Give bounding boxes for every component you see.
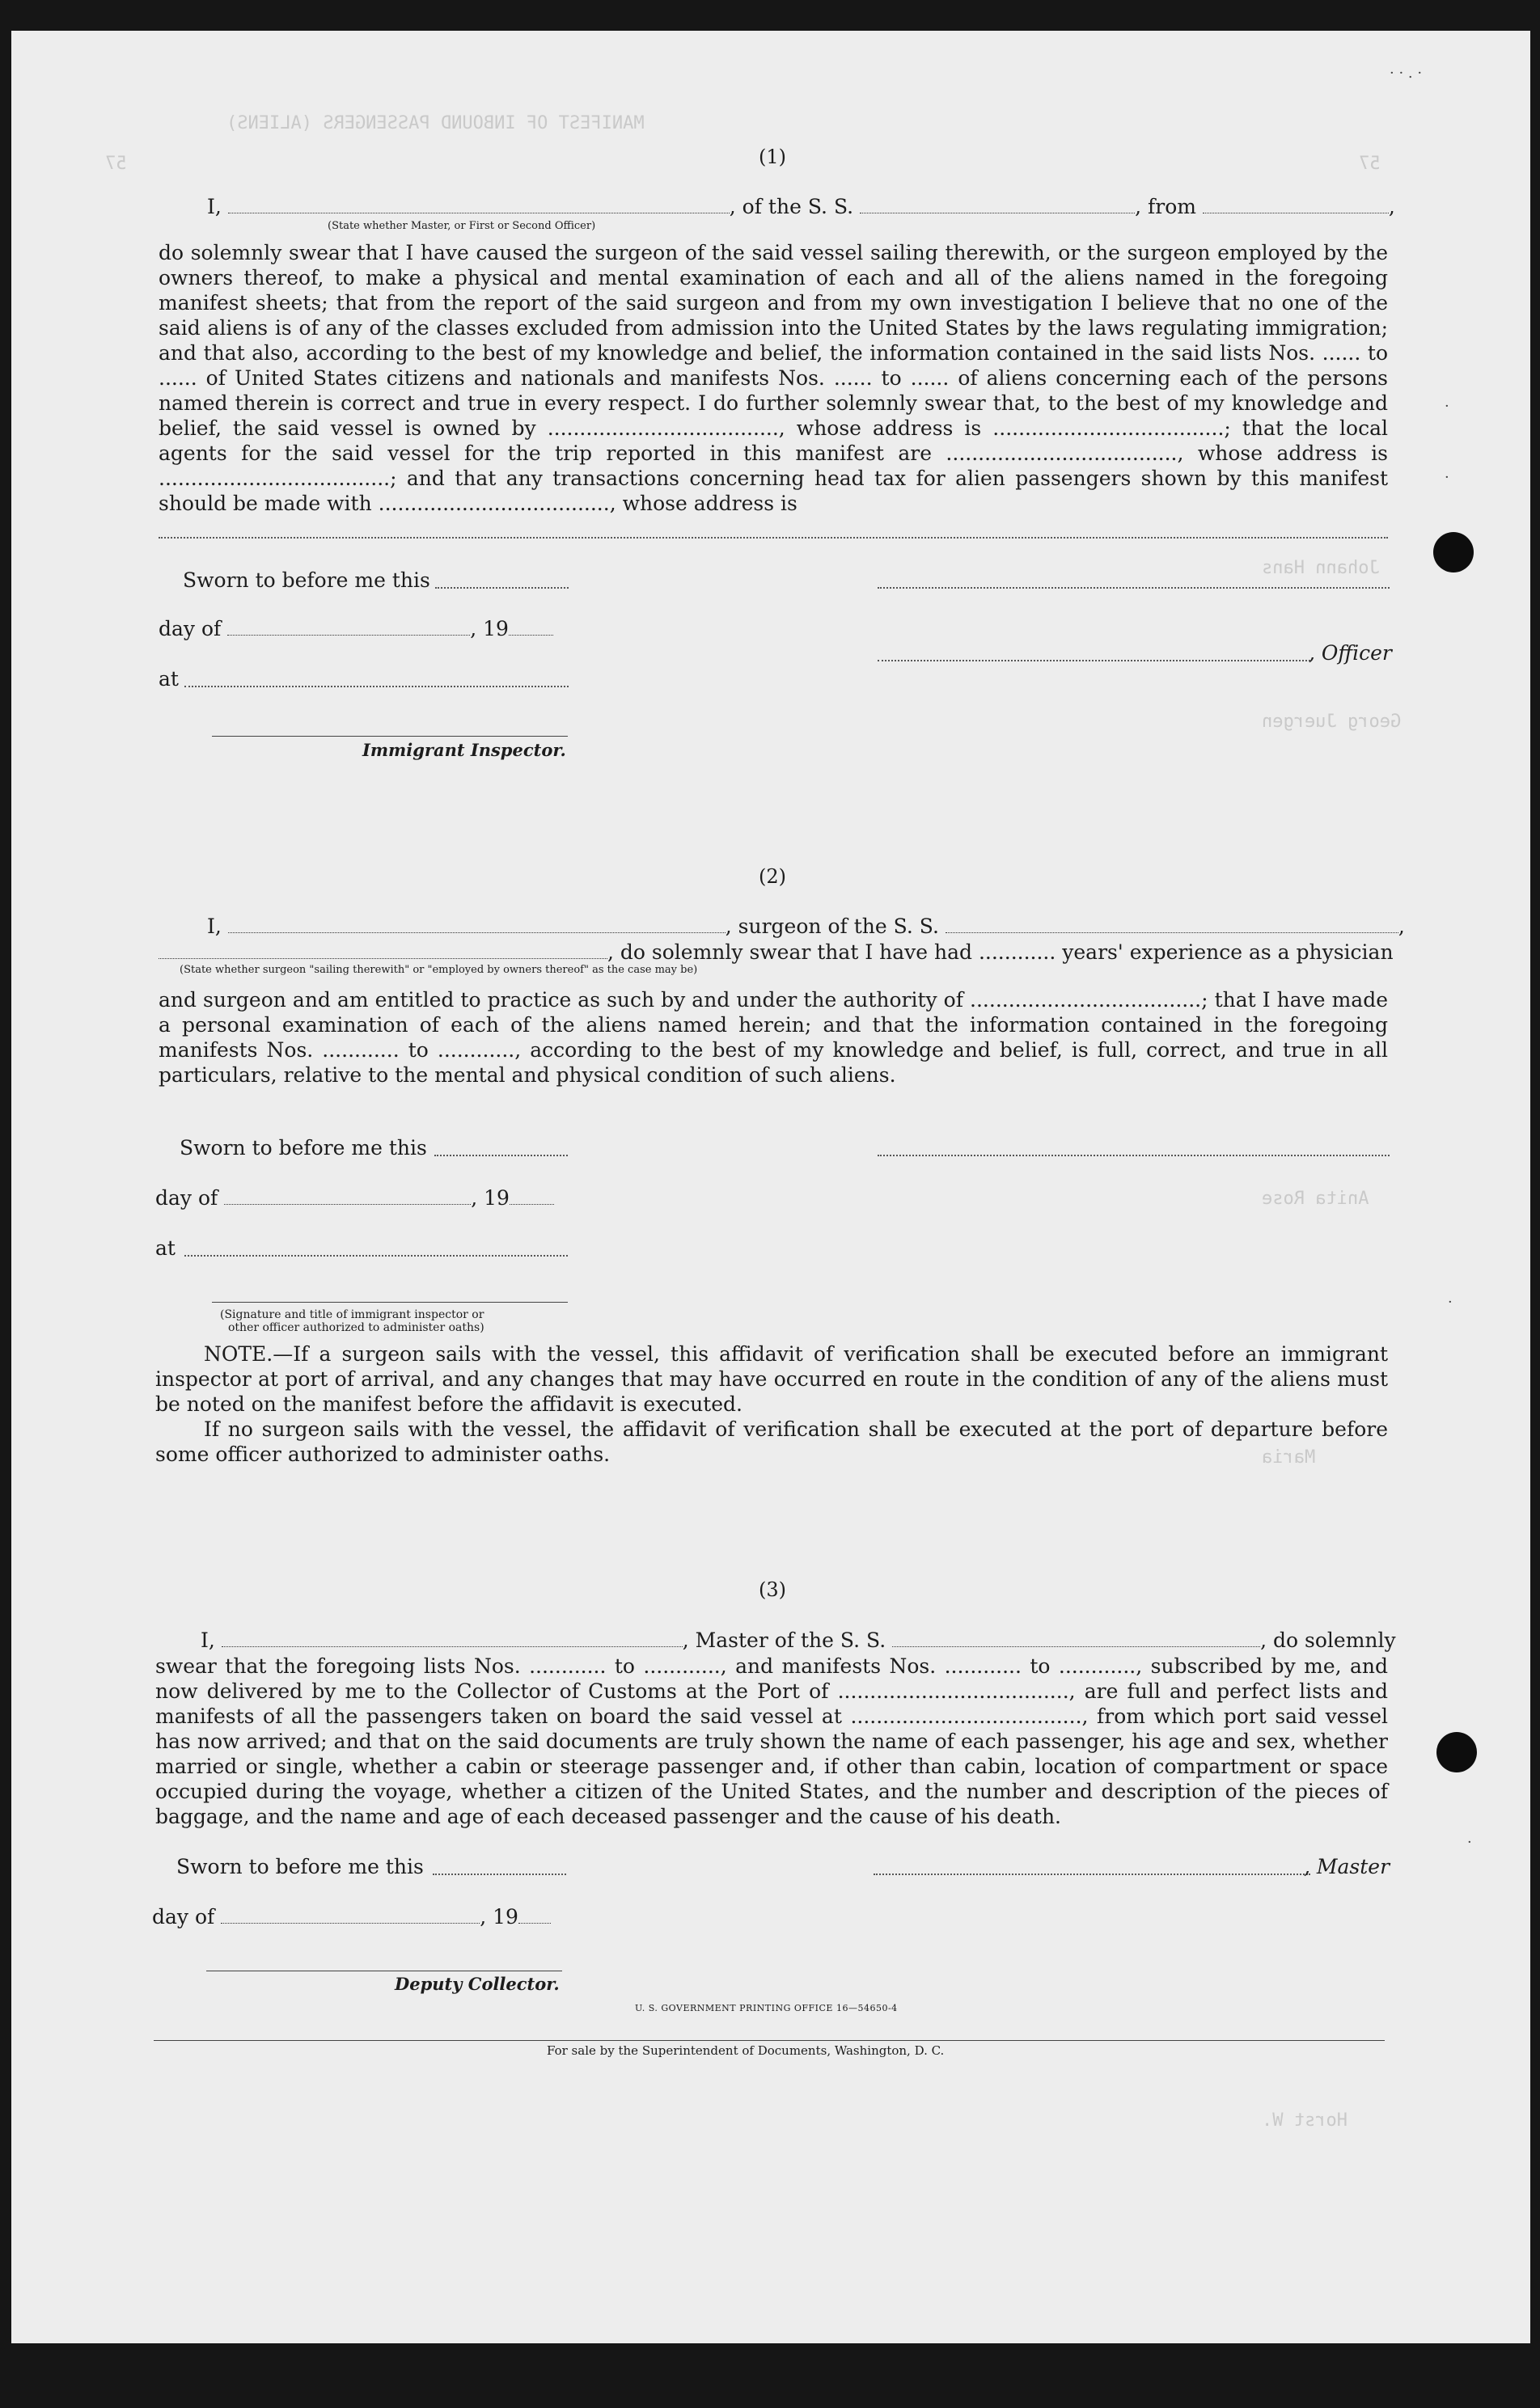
oath-paragraph: and surgeon and am entitled to practice as such by and under the authority of ....................................; that I have made a personal examination of each of the aliens named herein; and that the information contained in the foregoing manifests Nos. ............ to ............, according to the best of my knowledge and belief, is full, correct, and true in all particulars, relative to the mental and physical condition of such aliens. [159, 988, 1388, 1087]
officer-label: , Officer [1309, 641, 1392, 665]
day-label [152, 1904, 551, 1930]
text: day of [155, 1186, 218, 1210]
field-caption: (State whether Master, or First or Second Officer) [328, 220, 596, 232]
speck: · [1448, 1294, 1453, 1311]
signature-line [212, 736, 568, 737]
text: , 19 [471, 1186, 510, 1210]
text: , do solemnly [1260, 1629, 1396, 1652]
sworn-label: Sworn to before me this [180, 1136, 427, 1160]
blank-field [509, 619, 553, 636]
blank-field [228, 916, 726, 933]
note-paragraph: If no surgeon sails with the vessel, the affidavit of verification shall be executed at the port of departure before some officer authorized to administer oaths. [155, 1417, 1388, 1466]
text: , do solemnly swear that I have had ............ years' experience as a physician [607, 940, 1394, 964]
text: , surgeon of the S. S. [725, 915, 939, 938]
blank-field [892, 1630, 1260, 1647]
blank-field [227, 619, 470, 636]
note-paragraph: NOTE.—If a surgeon sails with the vessel, this affidavit of verification shall be executed before an immigrant inspector at port of arrival, and any changes that may have occurred en route in the condition of any of the aliens must be noted on the manifest before the affidavit is executed. [155, 1342, 1388, 1416]
signature-line [874, 1874, 1310, 1875]
binder-hole [1436, 1732, 1477, 1772]
blank-field [510, 1188, 554, 1205]
text: I, [207, 915, 222, 938]
blank-field [184, 686, 569, 687]
signature-line [878, 587, 1390, 589]
blank-field [860, 196, 1135, 213]
blank-field [433, 1874, 566, 1875]
speck: · [1445, 469, 1449, 486]
signature-caption: (Signature and title of immigrant inspector or [220, 1308, 484, 1321]
text: , 19 [480, 1905, 518, 1929]
field-caption: (State whether surgeon "sailing therewith" or "employed by owners thereof" as the case may be) [180, 964, 698, 976]
oath-line [201, 1628, 1396, 1654]
text: day of [152, 1905, 215, 1929]
blank-field [159, 942, 607, 959]
oath-line: I, , of the S. S. , from , [207, 195, 1395, 218]
text: I, [207, 195, 222, 218]
footer-rule [154, 2040, 1385, 2041]
blank-field [228, 196, 730, 213]
blank-field [435, 587, 569, 589]
oath-paragraph: swear that the foregoing lists Nos. ............ to ............, and manifests Nos. ............ to ............, subscribed by me, and now delivered by me to the Collector of Customs at the Port of ...................................., are full and perfect lists and manifests of all the passengers taken on board the said vessel at ...................................., from which port said vessel has now arrived; and that on the said documents are truly shown the name of each passenger, his age and sex, whether married or single, whether a cabin or steerage passenger and, if other than cabin, location of compartment or space occupied during the voyage, whether a citizen of the United States, and the number and description of the pieces of baggage, and the name and age of each deceased passenger and the cause of his death. [155, 1654, 1388, 1828]
oath-paragraph: do solemnly swear that I have caused the surgeon of the said vessel sailing therewith, or the surgeon employed by the owners thereof, to make a physical and mental examination of each and all of the aliens named in the foregoing manifest sheets; that from the report of the said surgeon and from my own investigation I believe that no one of the said aliens is of any of the classes excluded from admission into the United States by the laws regulating immigration; and that also, according to the best of my knowledge and belief, the information contained in the said lists Nos. ...... to ...... of United States citizens and nationals and manifests Nos. ...... to ...... of aliens concerning each of the persons named therein is correct and true in every respect. I do further solemnly swear that, to the best of my knowledge and belief, the said vessel is owned by ...................................., whose address is ....................................; that the local agents for the said vessel for the trip reported in this manifest are ...................................., whose address is ....................................; and that any transactions concerning head tax for alien passengers shown by this manifest should be made with ...................................., whose address is [159, 241, 1388, 515]
section-number: (3) [759, 1578, 786, 1601]
blank-field [159, 537, 1388, 539]
oath-line: I, , surgeon of the S. S. , [207, 915, 1405, 938]
signature-line [212, 1302, 568, 1303]
sale-notice: For sale by the Superintendent of Documents, Washington, D. C. [547, 2043, 945, 2058]
text: day of [159, 617, 222, 640]
blank-field [946, 916, 1398, 933]
blank-field [518, 1907, 551, 1924]
binder-hole [1433, 532, 1474, 572]
blank-field [222, 1630, 683, 1647]
section-number: (1) [759, 146, 786, 168]
text: , 19 [470, 617, 509, 640]
inspector-label: Immigrant Inspector. [362, 740, 566, 760]
blank-field [184, 1255, 568, 1257]
speck: · [1467, 1834, 1472, 1851]
at-label: at [155, 1236, 176, 1260]
speck: · [1445, 398, 1449, 415]
sworn-label: Sworn to before me this [176, 1855, 424, 1878]
blank-field [224, 1188, 471, 1205]
master-label: , Master [1304, 1855, 1390, 1878]
speck: · · . · [1390, 65, 1423, 82]
text: , Master of the S. S. [682, 1629, 886, 1652]
day-label [155, 1185, 554, 1211]
bleed-through-text: MANIFEST OF INBOUND PASSENGERS (ALIENS) 57 57 Johann Hans Georg Juergen Anita Rose Maria Horst W. [105, 113, 1402, 2131]
signature-line [878, 660, 1310, 661]
oath-line [159, 940, 1394, 965]
text: , from [1135, 195, 1196, 218]
day-label [159, 616, 553, 642]
signature-caption: other officer authorized to administer oaths) [228, 1321, 484, 1334]
sworn-label: Sworn to before me this [183, 568, 430, 592]
printing-office: U. S. GOVERNMENT PRINTING OFFICE 16—54650-4 [635, 2003, 898, 2013]
section-number: (2) [759, 865, 786, 888]
blank-field [434, 1155, 568, 1156]
blank-field [221, 1907, 480, 1924]
collector-label: Deputy Collector. [395, 1974, 560, 1994]
text: , of the S. S. [729, 195, 854, 218]
at-label: at [159, 667, 179, 691]
signature-line [878, 1155, 1390, 1156]
text: I, [201, 1629, 215, 1652]
blank-field [1203, 196, 1389, 213]
